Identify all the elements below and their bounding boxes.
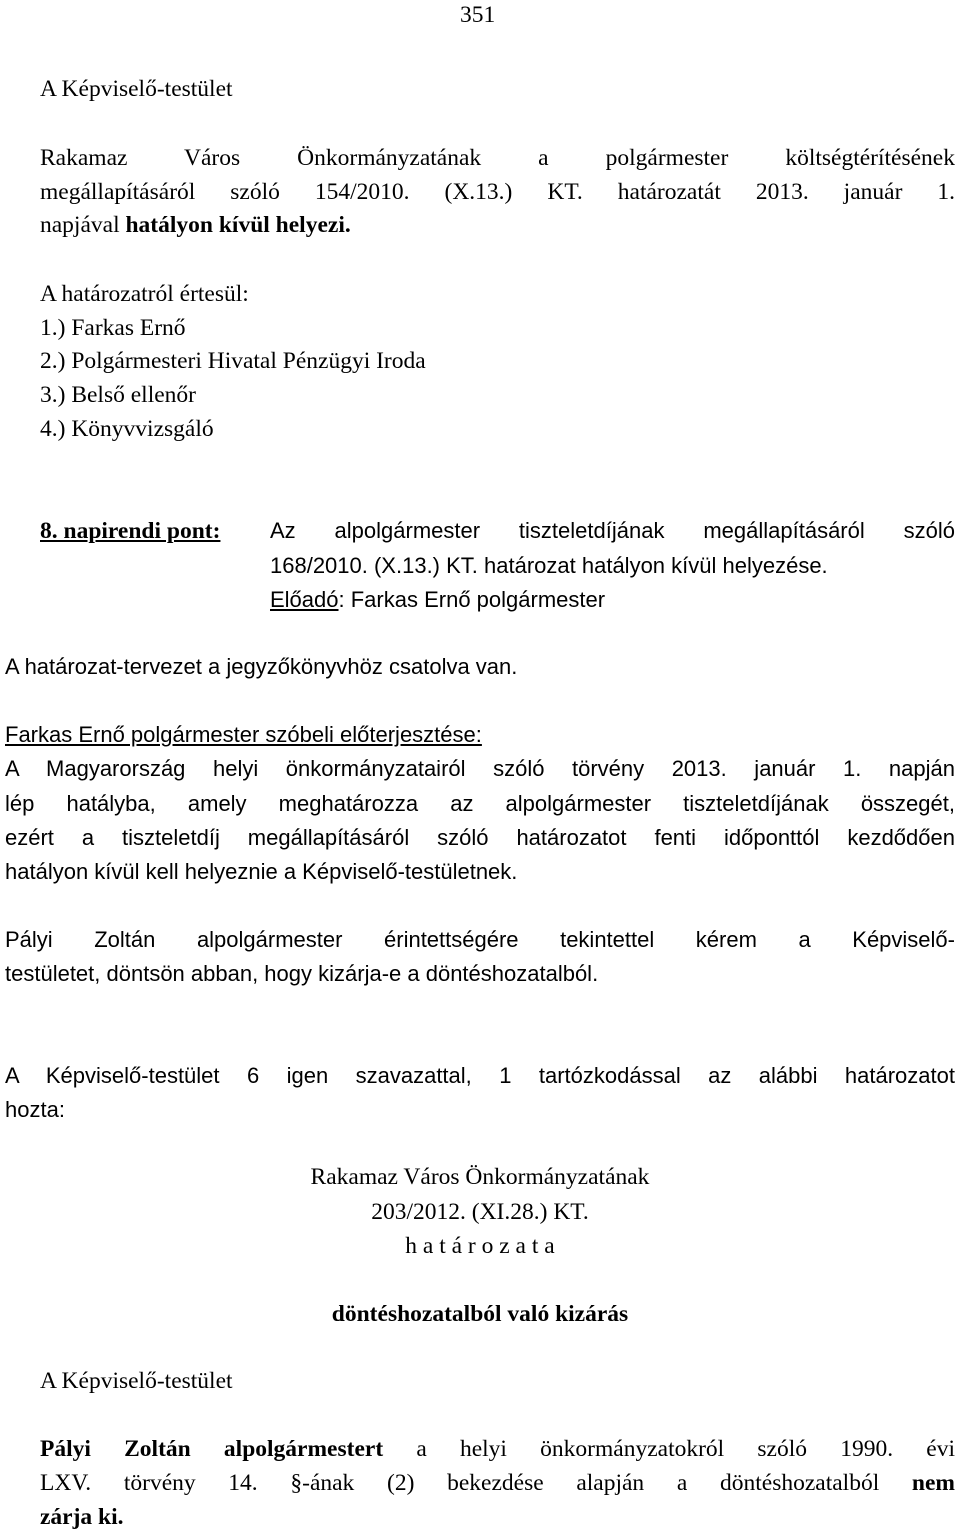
attachment-note: A határozat-tervezet a jegyzőkönyvhöz csatolva van. — [5, 654, 518, 679]
proposal-line: ezért a tiszteletdíj megállapításáról szóló határozatot fenti időponttól kezdődően — [5, 825, 955, 850]
notify-item: 4.) Könyvvizsgáló — [40, 416, 214, 442]
proposal-line: A Magyarország helyi önkormányzatairól szóló törvény 2013. január 1. napján — [5, 756, 955, 781]
notify-item: 1.) Farkas Ernő — [40, 315, 186, 341]
block1-heading: A Képviselő-testület — [40, 76, 233, 102]
block2-line3: zárja ki. — [40, 1504, 124, 1530]
notify-item: 3.) Belső ellenőr — [40, 382, 196, 408]
block2-line1 — [40, 1438, 955, 1462]
block1-line1: Rakamaz Város Önkormányzatának a polgármester költségtérítésének — [40, 145, 955, 171]
block2-line1-rest: a helyi önkormányzatokról szóló 1990. évi — [383, 1436, 955, 1462]
request-line2: testületet, döntsön abban, hogy kizárja-e a döntéshozatalból. — [5, 961, 599, 986]
presenter-name: : Farkas Ernő polgármester — [338, 587, 606, 612]
block2-line2-bold: nem — [911, 1470, 955, 1496]
vote-line2: hozta: — [5, 1097, 65, 1122]
block2-line1-bold: Pályi Zoltán alpolgármestert — [40, 1436, 384, 1462]
request-line1: Pályi Zoltán alpolgármester érintettségére tekintettel kérem a Képviselő- — [5, 927, 955, 952]
agenda-text1: Az alpolgármester tiszteletdíjának megállapításáról szóló — [270, 518, 955, 543]
agenda-presenter — [270, 589, 605, 611]
proposal-line: hatályon kívül kell helyeznie a Képviselő-testületnek. — [5, 859, 518, 884]
resolution-title: h a t á r o z a t a — [405, 1233, 555, 1259]
block2-heading: A Képviselő-testület — [40, 1368, 233, 1394]
agenda-text2: 168/2010. (X.13.) KT. határozat hatályon kívül helyezése. — [270, 553, 828, 578]
resolution-issuer: Rakamaz Város Önkormányzatának — [310, 1164, 650, 1190]
block2-line2-text: LXV. törvény 14. §-ának (2) bekezdése alapján a döntéshozatalból — [40, 1470, 912, 1496]
block2-line2 — [40, 1472, 955, 1496]
block1-line2: megállapításáról szóló 154/2010. (X.13.) KT. határozatát 2013. január 1. — [40, 179, 955, 205]
block1-line3-prefix: napjával — [40, 212, 126, 238]
notify-title: A határozatról értesül: — [40, 281, 249, 307]
block1-line3-bold: hatályon kívül helyezi. — [125, 212, 351, 238]
block1-line3 — [40, 214, 351, 238]
resolution-subject: döntéshozatalból való kizárás — [331, 1301, 629, 1327]
resolution-number: 203/2012. (XI.28.) KT. — [371, 1199, 589, 1225]
notify-item: 2.) Polgármesteri Hivatal Pénzügyi Iroda — [40, 348, 426, 374]
page-number: 351 — [460, 2, 496, 28]
proposal-line: lép hatályba, amely meghatározza az alpolgármester tiszteletdíjának összegét, — [5, 791, 955, 816]
presenter-label: Előadó — [270, 587, 339, 612]
agenda-label: 8. napirendi pont: — [40, 518, 221, 544]
proposal-heading: Farkas Ernő polgármester szóbeli előterjesztése: — [5, 722, 482, 747]
vote-line1: A Képviselő-testület 6 igen szavazattal, 1 tartózkodással az alábbi határozatot — [5, 1063, 955, 1088]
